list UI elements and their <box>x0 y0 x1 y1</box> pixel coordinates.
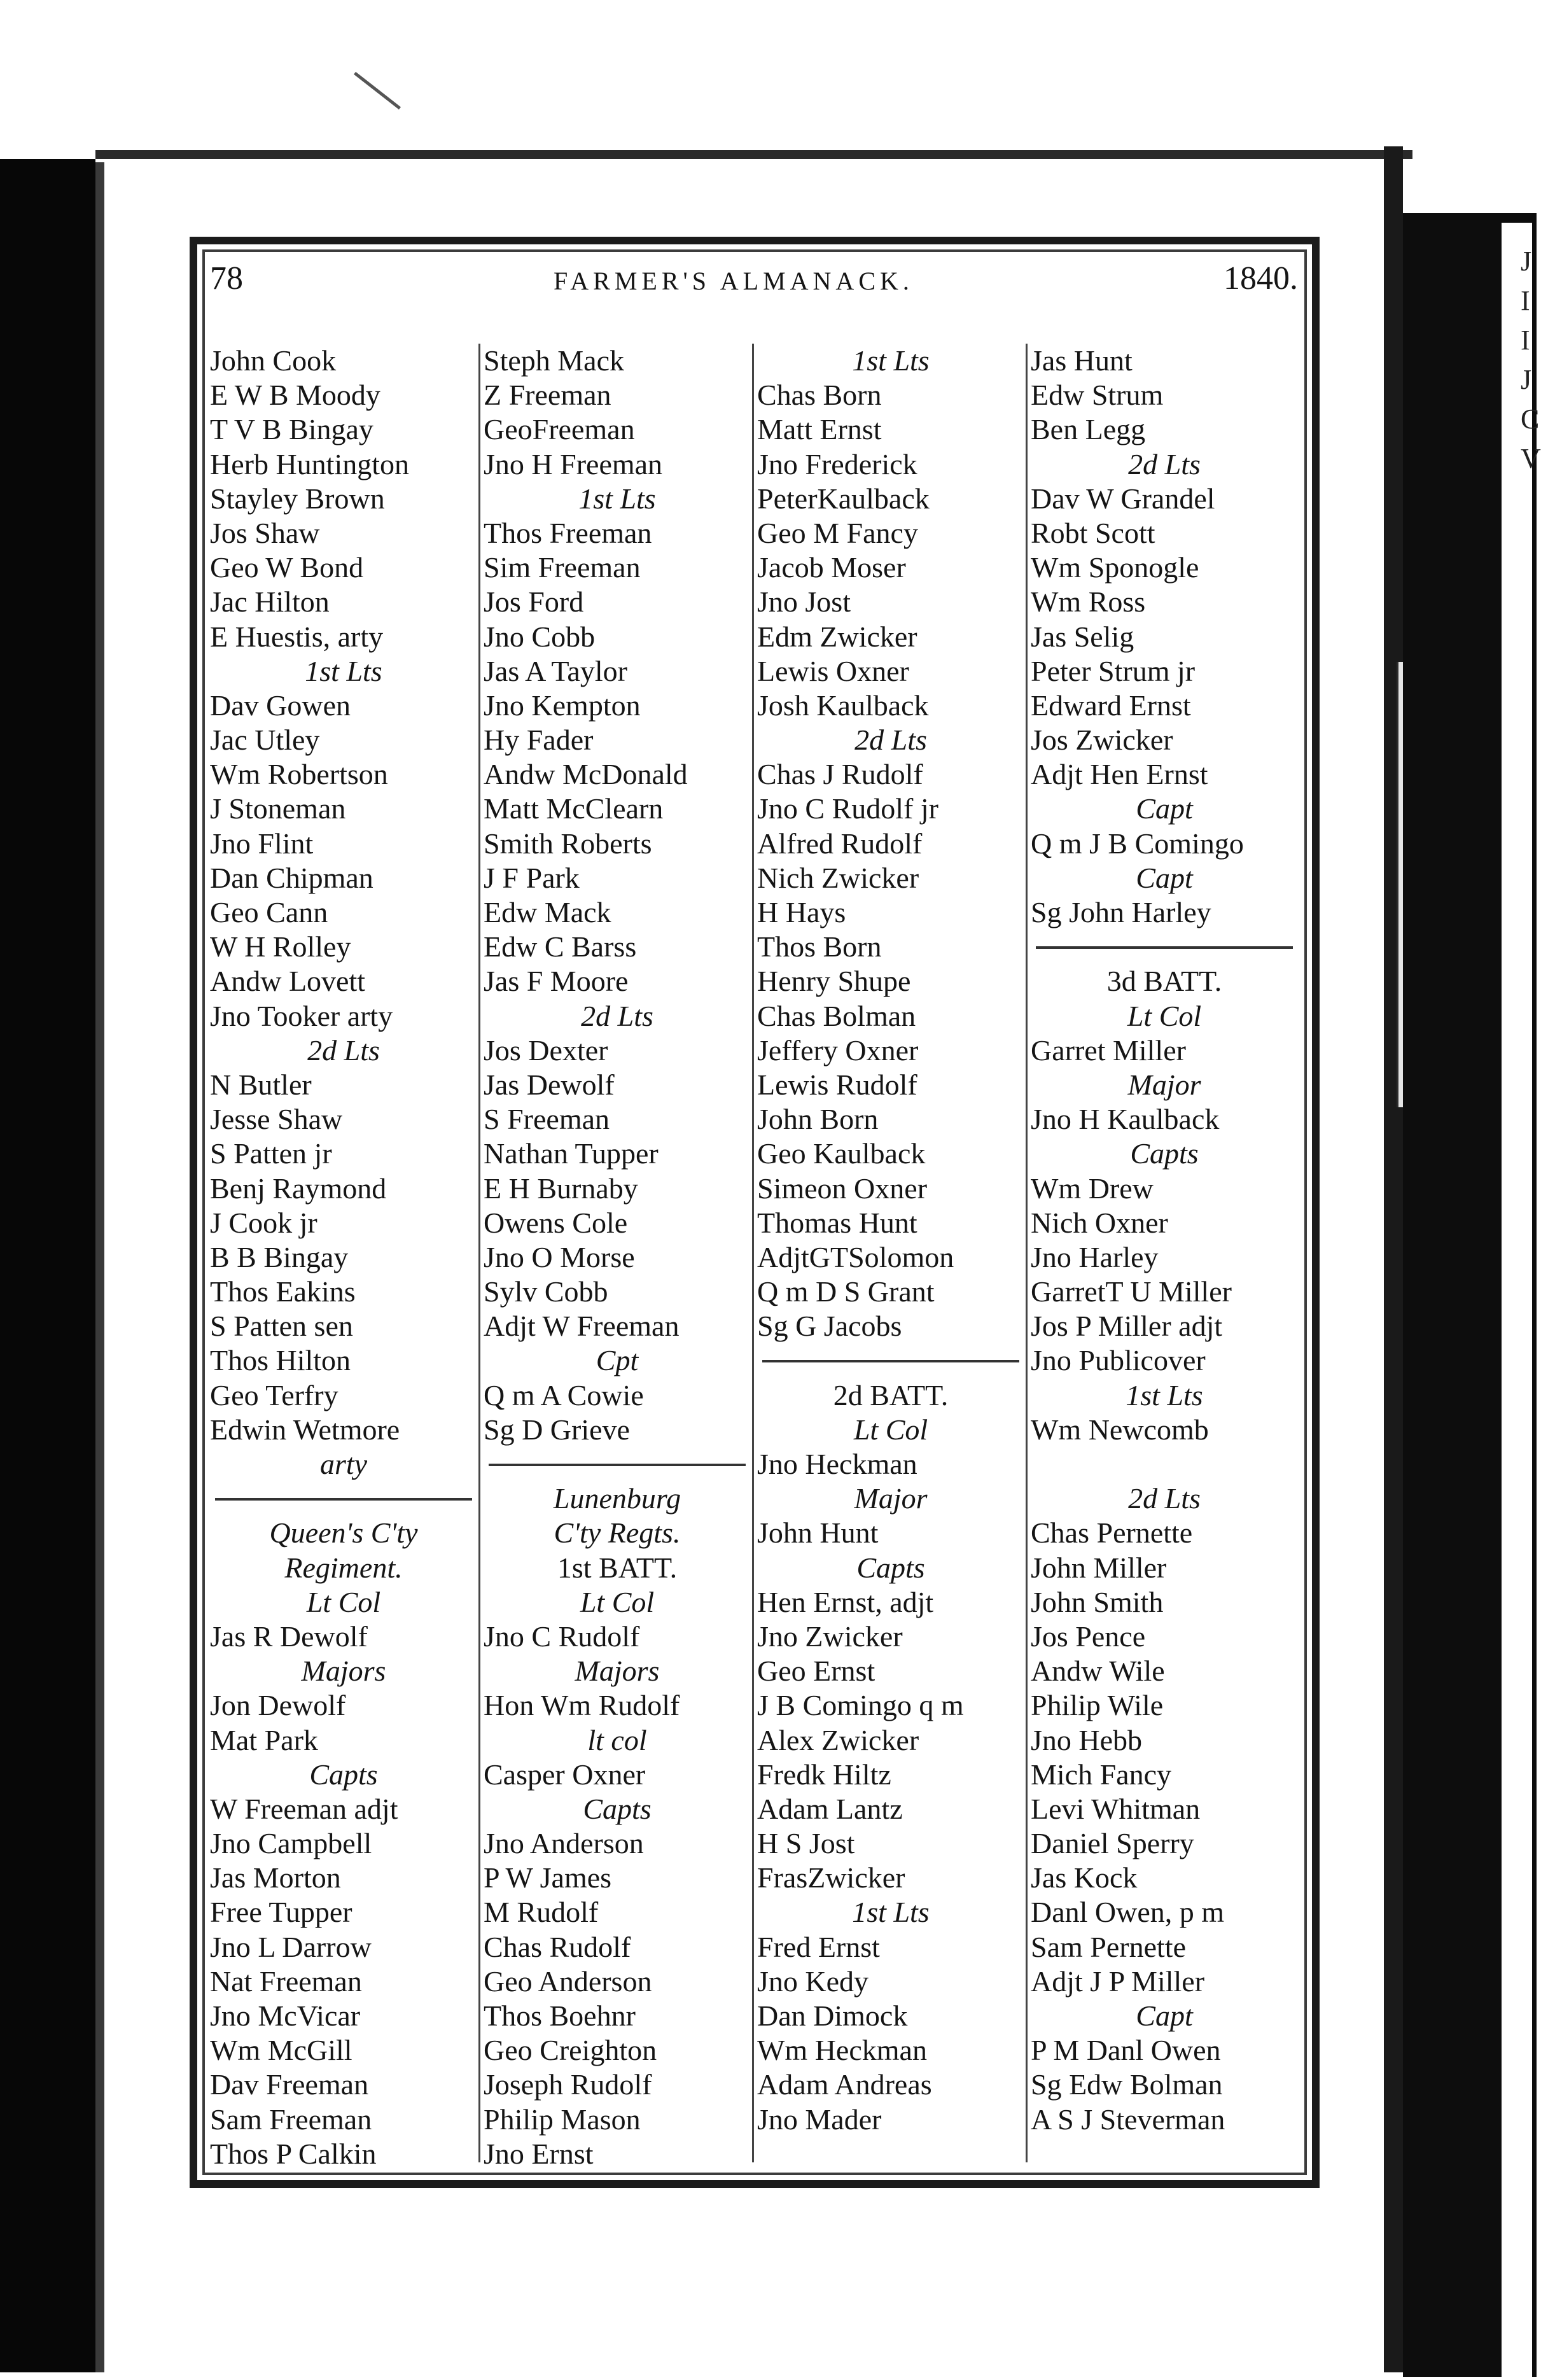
officer-entry: Edw Mack <box>484 896 611 928</box>
officer-entry: Wm Drew <box>1031 1172 1154 1205</box>
officer-entry: Hy Fader <box>484 724 594 757</box>
officer-entry: Simeon Oxner <box>757 1172 928 1205</box>
roster-column-1 <box>210 344 477 2171</box>
officer-entry: Lewis Oxner <box>757 654 909 687</box>
officer-entry: Sg D Grieve <box>484 1413 630 1446</box>
officer-entry: S Patten sen <box>210 1310 353 1343</box>
officer-entry: Jno L Darrow <box>210 1930 372 1963</box>
rank-heading: 1st Lts <box>852 344 930 377</box>
officer-entry: Alex Zwicker <box>757 1723 919 1756</box>
officer-entry: Garret Miller <box>1031 1033 1186 1067</box>
officer-entry: W Freeman adjt <box>210 1792 398 1825</box>
column-divider <box>478 344 480 2162</box>
officer-entry: Jas Morton <box>210 1861 341 1894</box>
facing-page-letter: I <box>1521 325 1530 356</box>
officer-entry: Josh Kaulback <box>757 689 929 722</box>
officer-entry: Philip Mason <box>484 2103 641 2136</box>
officer-entry: E Huestis, arty <box>210 620 384 653</box>
officer-entry: Dav Freeman <box>210 2068 369 2101</box>
officer-entry: Nat Freeman <box>210 1964 362 1998</box>
battalion-heading: 2d BATT. <box>833 1378 949 1411</box>
officer-entry: Jno Cobb <box>484 620 596 653</box>
officer-entry: Sam Freeman <box>210 2103 372 2136</box>
officer-entry: E H Burnaby <box>484 1172 638 1205</box>
officer-entry: Jno Flint <box>210 827 314 860</box>
officer-entry: Jno Mader <box>757 2103 882 2136</box>
officer-entry: Geo Ernst <box>757 1655 875 1688</box>
rank-heading: Regiment. <box>284 1551 403 1584</box>
officer-entry: Adjt Hen Ernst <box>1031 758 1208 791</box>
officer-entry: Casper Oxner <box>484 1758 646 1791</box>
officer-entry: Edw Strum <box>1031 379 1164 412</box>
officer-entry: Jno Ernst <box>484 2137 594 2170</box>
rank-heading: Cpt <box>596 1344 639 1377</box>
officer-entry: Andw Wile <box>1031 1655 1165 1688</box>
rank-heading: Major <box>854 1482 928 1515</box>
officer-entry: John Smith <box>1031 1585 1164 1618</box>
page-header <box>210 260 1298 304</box>
scan-scratch-mark <box>354 72 401 109</box>
battalion-heading: 1st BATT. <box>557 1551 678 1584</box>
rank-heading: Capts <box>583 1792 652 1825</box>
officer-entry: Geo Anderson <box>484 1964 652 1998</box>
officer-entry: Dan Chipman <box>210 861 373 894</box>
officer-entry: H Hays <box>757 896 846 928</box>
officer-entry: J B Comingo q m <box>757 1689 964 1722</box>
roster-column-3 <box>757 344 1024 2137</box>
officer-entry: Chas Bolman <box>757 999 916 1032</box>
officer-entry: Jac Hilton <box>210 585 330 619</box>
officer-entry: Mich Fancy <box>1031 1758 1172 1791</box>
section-rule <box>757 1343 1024 1378</box>
officer-entry: Jno Anderson <box>484 1827 644 1860</box>
officer-entry: Thos Boehnr <box>484 1999 636 2032</box>
officer-entry: John Born <box>757 1103 879 1136</box>
officer-entry: S Freeman <box>484 1103 610 1136</box>
officer-entry: Jas Hunt <box>1031 344 1133 377</box>
column-divider <box>1026 344 1028 2162</box>
almanac-year: 1840. <box>1224 260 1298 297</box>
officer-entry: Sim Freeman <box>484 551 641 584</box>
officer-entry: Jos P Miller adjt <box>1031 1310 1223 1343</box>
officer-entry: Jas Selig <box>1031 620 1134 653</box>
officer-entry: Chas J Rudolf <box>757 758 923 791</box>
officer-entry: GarretT U Miller <box>1031 1275 1232 1308</box>
officer-entry: Jno Frederick <box>757 447 917 480</box>
officer-entry: Henry Shupe <box>757 965 911 998</box>
officer-entry: John Miller <box>1031 1551 1167 1584</box>
officer-entry: Fredk Hiltz <box>757 1758 891 1791</box>
officer-entry: Sg G Jacobs <box>757 1310 902 1343</box>
rank-heading: C'ty Regts. <box>554 1516 681 1550</box>
officer-entry: Jas R Dewolf <box>210 1620 368 1653</box>
officer-entry: Jno McVicar <box>210 1999 361 2032</box>
officer-entry: E W B Moody <box>210 379 380 412</box>
officer-entry: Jno H Kaulback <box>1031 1103 1220 1136</box>
officer-entry: Edw C Barss <box>484 930 637 963</box>
rank-heading: 1st Lts <box>1126 1378 1203 1411</box>
officer-entry: P W James <box>484 1861 612 1894</box>
officer-entry: Sg Edw Bolman <box>1031 2068 1223 2101</box>
officer-entry: John Cook <box>210 344 337 377</box>
officer-entry: Jno Tooker arty <box>210 999 393 1032</box>
battalion-heading: 3d BATT. <box>1106 965 1222 998</box>
officer-entry: Jno Jost <box>757 585 851 619</box>
officer-entry: Jno C Rudolf jr <box>757 792 938 825</box>
officer-entry: Nich Zwicker <box>757 861 919 894</box>
officer-entry: Z Freeman <box>484 379 611 412</box>
officer-entry: Lewis Rudolf <box>757 1068 917 1101</box>
rank-heading: 2d Lts <box>854 724 927 757</box>
rank-heading: Majors <box>575 1655 660 1688</box>
officer-entry: Fred Ernst <box>757 1930 880 1963</box>
rank-note: arty <box>319 1448 368 1480</box>
officer-entry: Adjt W Freeman <box>484 1310 680 1343</box>
officer-entry: AdjtGTSolomon <box>757 1240 954 1273</box>
officer-entry: B B Bingay <box>210 1240 349 1273</box>
section-rule <box>484 1447 751 1481</box>
officer-entry: N Butler <box>210 1068 312 1101</box>
officer-entry: Sylv Cobb <box>484 1275 608 1308</box>
officer-entry: Smith Roberts <box>484 827 652 860</box>
rank-heading: 2d Lts <box>1128 447 1201 480</box>
rank-heading: Lunenburg <box>553 1482 681 1515</box>
officer-entry: Chas Rudolf <box>484 1930 631 1963</box>
officer-entry: Peter Strum jr <box>1031 654 1196 687</box>
officer-entry: Jos Ford <box>484 585 584 619</box>
officer-entry: Thos Hilton <box>210 1344 351 1377</box>
rank-heading: 1st Lts <box>305 654 382 687</box>
officer-entry: Adjt J P Miller <box>1031 1964 1205 1998</box>
officer-entry: Edward Ernst <box>1031 689 1191 722</box>
officer-entry: Jas Kock <box>1031 1861 1138 1894</box>
officer-entry: Nathan Tupper <box>484 1137 659 1170</box>
officer-entry: Philip Wile <box>1031 1689 1164 1722</box>
officer-entry: Geo Creighton <box>484 2034 657 2067</box>
officer-entry: Wm Ross <box>1031 585 1146 619</box>
officer-entry: Jesse Shaw <box>210 1103 343 1136</box>
officer-entry: Jas Dewolf <box>484 1068 615 1101</box>
officer-entry: Geo Terfry <box>210 1378 338 1411</box>
officer-entry: Thos Born <box>757 930 882 963</box>
rank-heading: Capts <box>856 1551 925 1584</box>
officer-entry: Adam Lantz <box>757 1792 903 1825</box>
rank-heading: 1st Lts <box>852 1896 930 1929</box>
officer-entry: Jno O Morse <box>484 1240 635 1273</box>
officer-entry: Jno Harley <box>1031 1240 1159 1273</box>
rank-heading: 2d Lts <box>581 999 653 1032</box>
officer-entry: Daniel Sperry <box>1031 1827 1194 1860</box>
officer-entry: Ben Legg <box>1031 413 1146 446</box>
officer-entry: W H Rolley <box>210 930 351 963</box>
officer-entry: T V B Bingay <box>210 413 373 446</box>
roster-column-4 <box>1031 344 1298 2137</box>
book-spine-shadow <box>0 159 95 2372</box>
officer-entry: Adam Andreas <box>757 2068 932 2101</box>
officer-entry: J F Park <box>484 861 580 894</box>
officer-entry: Edwin Wetmore <box>210 1413 400 1446</box>
officer-entry: Wm Sponogle <box>1031 551 1199 584</box>
officer-entry: Danl Owen, p m <box>1031 1896 1225 1929</box>
officer-entry: Jon Dewolf <box>210 1689 346 1722</box>
facing-page-letter: V <box>1521 443 1541 474</box>
officer-entry: Thomas Hunt <box>757 1206 917 1239</box>
officer-entry: Thos Eakins <box>210 1275 356 1308</box>
officer-entry: Jeffery Oxner <box>757 1033 919 1067</box>
officer-entry: Q m J B Comingo <box>1031 827 1244 860</box>
page-right-edge <box>1384 146 1403 2372</box>
officer-entry: Matt McClearn <box>484 792 664 825</box>
officer-entry: Q m D S Grant <box>757 1275 935 1308</box>
rank-heading: Capts <box>309 1758 378 1791</box>
almanac-title: FARMER'S ALMANACK. <box>554 267 914 295</box>
officer-entry: Geo Kaulback <box>757 1137 926 1170</box>
officer-entry: John Hunt <box>757 1516 879 1550</box>
officer-entry: Jno Campbell <box>210 1827 372 1860</box>
rank-heading: Capts <box>1130 1137 1199 1170</box>
officer-entry: Geo W Bond <box>210 551 364 584</box>
officer-entry: S Patten jr <box>210 1137 332 1170</box>
officer-entry: P M Danl Owen <box>1031 2034 1221 2067</box>
roster-column-2 <box>484 344 751 2171</box>
officer-entry: Wm Newcomb <box>1031 1413 1209 1446</box>
officer-entry: Geo M Fancy <box>757 516 918 549</box>
officer-entry: Jno Heckman <box>757 1448 917 1480</box>
officer-entry: Jac Utley <box>210 724 320 757</box>
facing-page-letter: C <box>1521 403 1540 435</box>
officer-entry: Edm Zwicker <box>757 620 917 653</box>
officer-entry: Jos Zwicker <box>1031 724 1173 757</box>
officer-entry: Hon Wm Rudolf <box>484 1689 680 1722</box>
officer-entry: Matt Ernst <box>757 413 882 446</box>
officer-entry: Nich Oxner <box>1031 1206 1168 1239</box>
officer-entry: Benj Raymond <box>210 1172 387 1205</box>
officer-entry: Owens Cole <box>484 1206 628 1239</box>
rank-heading: 1st Lts <box>578 482 656 515</box>
rank-heading: Lt Col <box>580 1585 655 1618</box>
rank-heading: Capt <box>1136 792 1193 825</box>
rank-heading: Capt <box>1136 1999 1193 2032</box>
officer-entry: Thos Freeman <box>484 516 652 549</box>
facing-page-letter: J <box>1521 246 1532 277</box>
rank-heading: Lt Col <box>853 1413 928 1446</box>
officer-entry: H S Jost <box>757 1827 855 1860</box>
officer-entry: Jno Publicover <box>1031 1344 1206 1377</box>
officer-entry: Andw Lovett <box>210 965 366 998</box>
officer-entry: Jno C Rudolf <box>484 1620 640 1653</box>
officer-entry: Sam Pernette <box>1031 1930 1186 1963</box>
officer-entry: Hen Ernst, adjt <box>757 1585 934 1618</box>
rank-note: lt col <box>587 1723 647 1756</box>
officer-entry: Andw McDonald <box>484 758 688 791</box>
officer-entry: Jno Zwicker <box>757 1620 903 1653</box>
officer-entry: M Rudolf <box>484 1896 599 1929</box>
officer-entry: Jos Dexter <box>484 1033 608 1067</box>
rank-heading: 2d Lts <box>1128 1482 1201 1515</box>
column-divider <box>752 344 754 2162</box>
book-spine-edge <box>95 162 104 2372</box>
facing-page-strip <box>1502 223 1532 2380</box>
officer-entry: Dan Dimock <box>757 1999 908 2032</box>
officer-entry: Jos Shaw <box>210 516 320 549</box>
officer-entry: Wm Heckman <box>757 2034 927 2067</box>
officer-entry: Alfred Rudolf <box>757 827 923 860</box>
officer-entry: Wm Robertson <box>210 758 388 791</box>
officer-entry: Stayley Brown <box>210 482 385 515</box>
facing-page-letter: I <box>1521 285 1530 316</box>
page-number: 78 <box>210 260 243 297</box>
facing-page-letter: J <box>1521 364 1532 395</box>
officer-entry: Chas Pernette <box>1031 1516 1193 1550</box>
officer-entry: Jas F Moore <box>484 965 629 998</box>
rank-heading: Lt Col <box>1127 999 1202 1032</box>
officer-entry: Jno Hebb <box>1031 1723 1143 1756</box>
officer-entry: Dav W Grandel <box>1031 482 1215 515</box>
officer-entry: Jno Kedy <box>757 1964 869 1998</box>
officer-entry: A S J Steverman <box>1031 2103 1225 2136</box>
officer-entry: J Cook jr <box>210 1206 317 1239</box>
officer-entry: Sg John Harley <box>1031 896 1211 928</box>
officer-entry: Q m A Cowie <box>484 1378 644 1411</box>
facing-page-letters <box>1521 242 1541 479</box>
rank-heading: Capt <box>1136 861 1193 894</box>
officer-entry: PeterKaulback <box>757 482 930 515</box>
officer-entry: Jas A Taylor <box>484 654 627 687</box>
officer-entry: Jacob Moser <box>757 551 906 584</box>
rank-heading: 2d Lts <box>307 1033 380 1067</box>
page-top-edge <box>95 150 1412 159</box>
officer-entry: Jno Kempton <box>484 689 641 722</box>
rank-heading: Majors <box>301 1655 386 1688</box>
officer-entry: Free Tupper <box>210 1896 352 1929</box>
section-rule <box>210 1481 477 1516</box>
officer-entry: Jos Pence <box>1031 1620 1146 1653</box>
officer-entry: Levi Whitman <box>1031 1792 1201 1825</box>
officer-entry: Joseph Rudolf <box>484 2068 652 2101</box>
rank-heading: Queen's C'ty <box>269 1516 418 1550</box>
officer-entry: Robt Scott <box>1031 516 1155 549</box>
officer-entry: Thos P Calkin <box>210 2137 377 2170</box>
officer-entry: Wm McGill <box>210 2034 352 2067</box>
officer-entry: Dav Gowen <box>210 689 351 722</box>
officer-entry: FrasZwicker <box>757 1861 905 1894</box>
officer-entry: Mat Park <box>210 1723 318 1756</box>
officer-entry: J Stoneman <box>210 792 346 825</box>
blank-line <box>1031 1447 1298 1481</box>
officer-entry: Steph Mack <box>484 344 625 377</box>
rank-heading: Major <box>1127 1068 1201 1101</box>
officer-entry: Chas Born <box>757 379 882 412</box>
officer-entry: Herb Huntington <box>210 447 410 480</box>
rank-heading: Lt Col <box>306 1585 381 1618</box>
officer-entry: Jno H Freeman <box>484 447 663 480</box>
officer-entry: Geo Cann <box>210 896 328 928</box>
officer-entry: GeoFreeman <box>484 413 635 446</box>
section-rule <box>1031 930 1298 964</box>
